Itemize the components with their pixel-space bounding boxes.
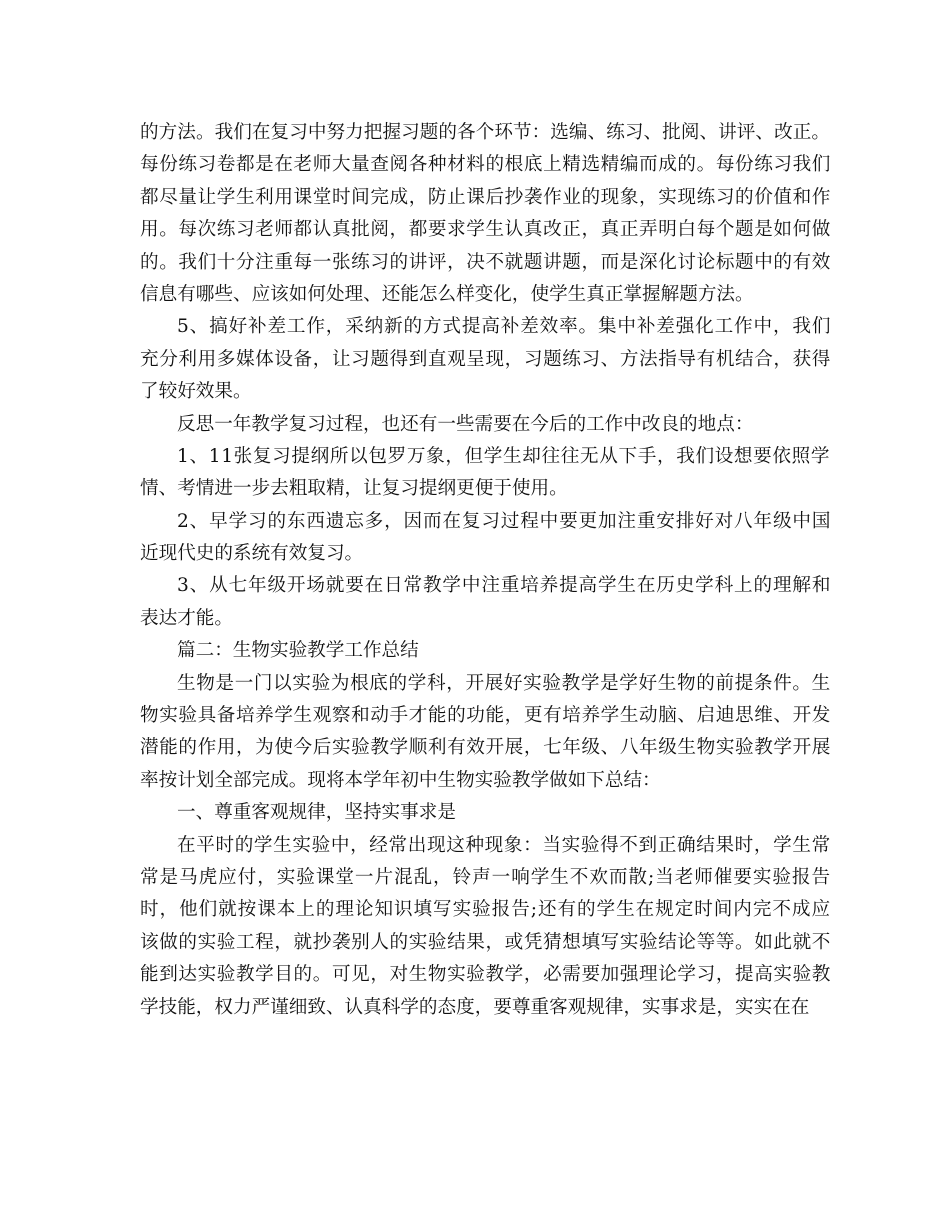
text-line: 的方法。我们在复习中努力把握习题的各个环节：选编、练习、批阅、讲评、改正。 (140, 122, 831, 143)
paragraph (140, 635, 830, 667)
text-line: 信息有哪些、应该如何处理、还能怎么样变化，使学生真正掌握解题方法。 (140, 283, 754, 305)
text-line: 常是马虎应付，实验课堂一片混乱，铃声一响学生不欢而散;当老师催要实验报告 (140, 866, 831, 888)
text-line: 生物是一门以实验为根底的学科，开展好实验教学是学好生物的前提条件。生 (177, 672, 831, 694)
paragraph (140, 117, 830, 311)
text-line: 情、考情进一步去粗取精，让复习提纲更便于使用。 (140, 478, 568, 500)
text-line: 时，他们就按课本上的理论知识填写实验报告;还有的学生在规定时间内完不成应 (140, 899, 831, 921)
text-line: 能到达实验教学目的。可见，对生物实验教学，必需要加强理论学习，提高实验教 (140, 964, 831, 986)
paragraph (140, 409, 830, 441)
text-line: 3、从七年级开场就要在日常教学中注重培养提高学生在历史学科上的理解和 (177, 575, 832, 597)
document-body (140, 117, 830, 1024)
text-line: 充分利用多媒体设备，让习题得到直观呈现，习题练习、方法指导有机结合，获得 (140, 348, 831, 370)
text-line: 反思一年教学复习过程，也还有一些需要在今后的工作中改良的地点： (177, 413, 754, 435)
text-line: 1、11张复习提纲所以包罗万象，但学生却往往无从下手，我们设想要依照学 (177, 445, 831, 467)
text-line: 物实验具备培养学生观察和动手才能的功能，更有培养学生动脑、启迪思维、开发 (140, 705, 831, 727)
text-line: 篇二：生物实验教学工作总结 (177, 640, 419, 662)
text-line: 了较好效果。 (140, 381, 252, 403)
text-line: 每份练习卷都是在老师大量查阅各种材料的根底上精选精编而成的。每份练习我们 (140, 154, 831, 176)
text-line: 率按计划全部完成。现将本学年初中生物实验教学做如下总结： (140, 769, 661, 791)
text-line: 近现代史的系统有效复习。 (140, 543, 364, 565)
paragraph (140, 441, 830, 506)
text-line: 一、尊重客观规律，坚持实事求是 (177, 802, 456, 824)
paragraph (140, 570, 830, 635)
text-line: 的。我们十分注重每一张练习的讲评，决不就题讲题，而是深化讨论标题中的有效 (140, 251, 831, 273)
text-line: 表达才能。 (140, 607, 233, 629)
text-line: 学技能，权力严谨细致、认真科学的态度，要尊重客观规律，实事求是，实实在在 (140, 996, 810, 1018)
text-line: 潜能的作用，为使今后实验教学顺利有效开展，七年级、八年级生物实验教学开展 (140, 737, 831, 759)
text-line: 在平时的学生实验中，经常出现这种现象：当实验得不到正确结果时，学生常 (177, 834, 831, 856)
text-line: 该做的实验工程，就抄袭别人的实验结果，或凭猜想填写实验结论等等。如此就不 (140, 931, 831, 953)
paragraph (140, 797, 830, 829)
text-line: 2、早学习的东西遗忘多，因而在复习过程中要更加注重安排好对八年级中国 (177, 510, 832, 532)
paragraph (140, 506, 830, 571)
text-line: 5、搞好补差工作，采纳新的方式提高补差效率。集中补差强化工作中，我们 (177, 316, 832, 338)
paragraph (140, 830, 830, 1024)
text-line: 都尽量让学生利用课堂时间完成，防止课后抄袭作业的现象，实现练习的价值和作 (140, 186, 831, 208)
text-line: 用。每次练习老师都认真批阅，都要求学生认真改正，真正弄明白每个题是如何做 (140, 219, 831, 241)
paragraph (140, 311, 830, 408)
paragraph (140, 668, 830, 798)
